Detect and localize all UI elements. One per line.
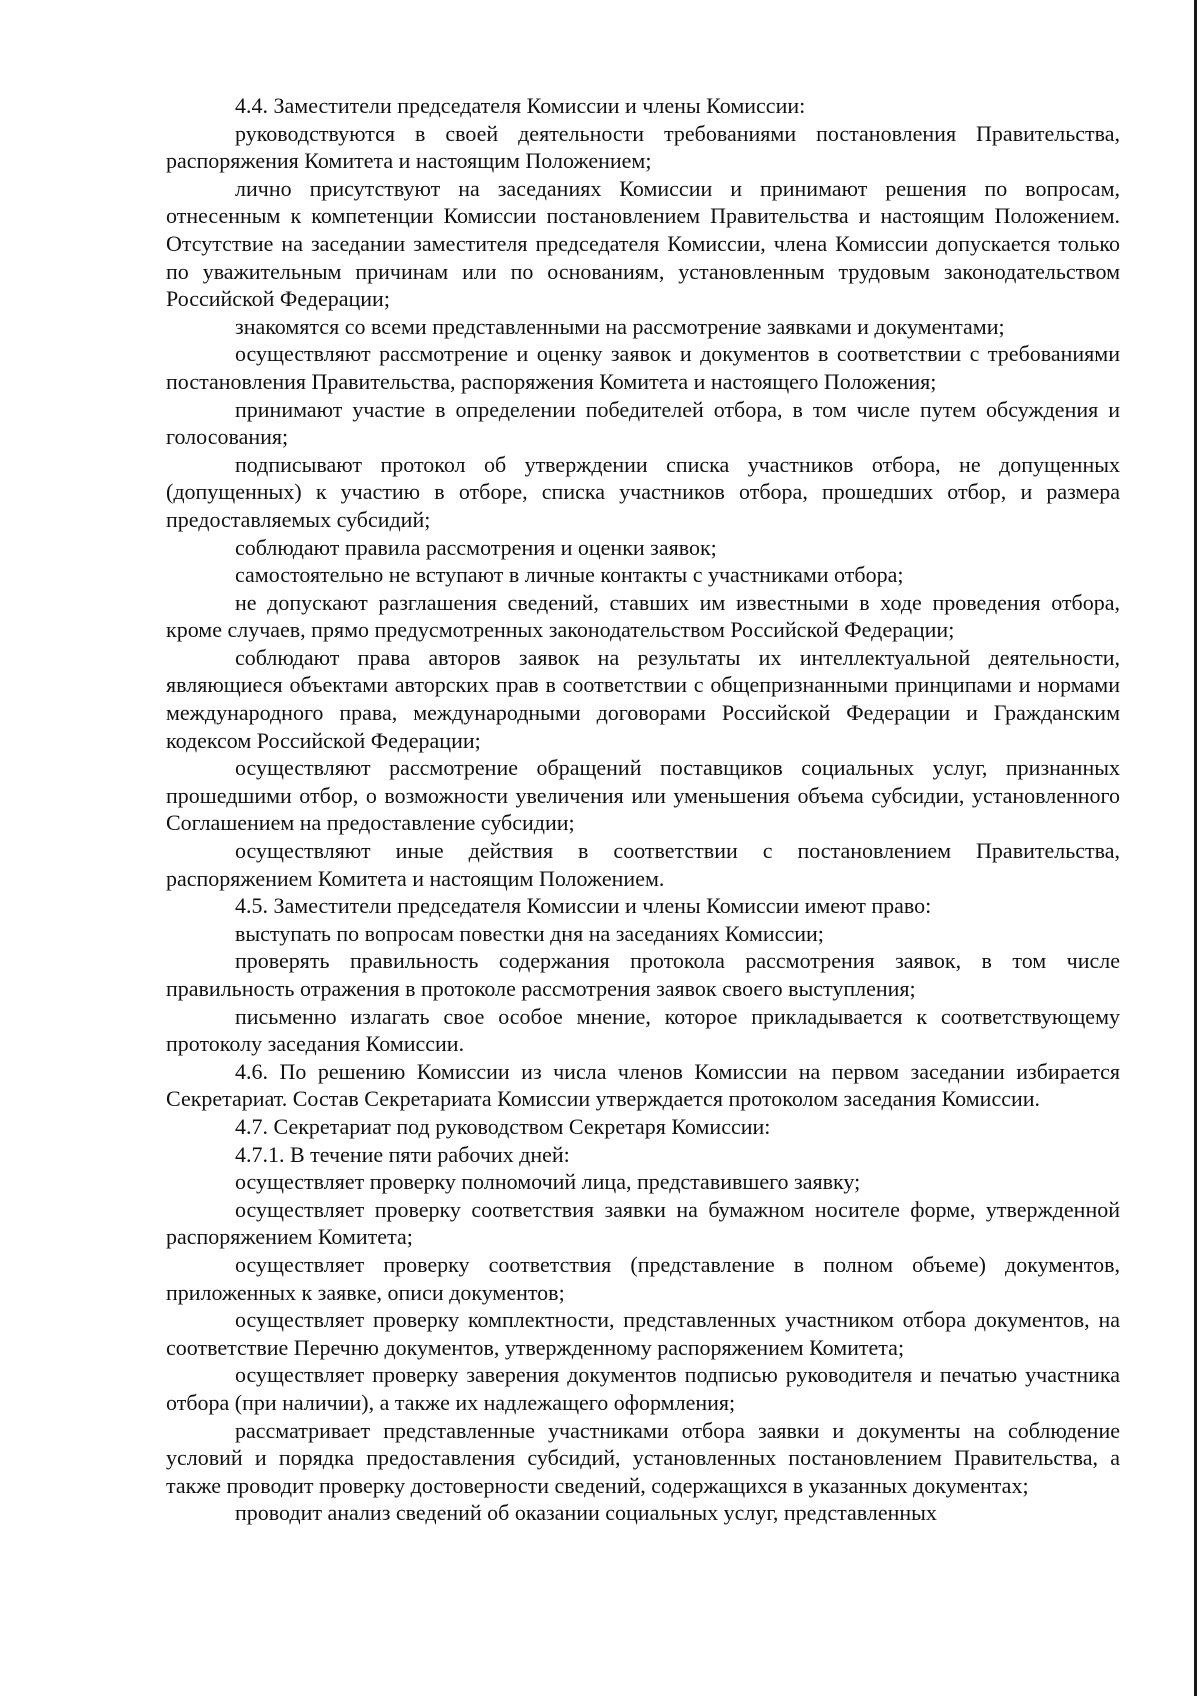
paragraph: проверять правильность содержания протокола рассмотрения заявок, в том числе правильность отражения в протоколе рассмотрения заявок своего выступления; [166, 948, 1120, 1001]
paragraph: рассматривает представленные участниками отбора заявки и документы на соблюдение условий и порядка предоставления субсидий, установленных постановлением Правительства, а также проводит проверку достоверности сведений, содержащихся в указанных документах; [166, 1417, 1120, 1498]
paragraph: руководствуются в своей деятельности требованиями постановления Правительства, распоряжения Комитета и настоящим Положением; [166, 120, 1120, 174]
paragraph: осуществляют рассмотрение и оценку заявок и документов в соответствии с требованиями постановления Правительства, распоряжения Комитета и настоящего Положения; [166, 341, 1120, 394]
paragraph: осуществляет проверку соответствия (представление в полном объеме) документов, приложенных к заявке, описи документов; [166, 1251, 1120, 1305]
paragraph-4-7-1: 4.7.1. В течение пяти рабочих дней: [235, 1141, 570, 1167]
document-body [166, 92, 1120, 1527]
paragraph: осуществляет проверку заверения документов подписью руководителя и печатью участника отбора (при наличии), а также их надлежащего оформления; [166, 1362, 1120, 1415]
paragraph: принимают участие в определении победителей отбора, в том числе путем обсуждения и голосования; [166, 396, 1120, 450]
paragraph: осуществляют иные действия в соответствии с постановлением Правительства, распоряжением Комитета и настоящим Положением. [166, 838, 1120, 891]
paragraph-4-4: 4.4. Заместители председателя Комиссии и члены Комиссии: [235, 93, 806, 118]
scan-edge-line [1194, 0, 1197, 1696]
paragraph-4-5: 4.5. Заместители председателя Комиссии и члены Комиссии имеют право: [235, 893, 932, 919]
paragraph: самостоятельно не вступают в личные контакты с участниками отбора; [235, 562, 904, 588]
paragraph: осуществляют рассмотрение обращений поставщиков социальных услуг, признанных прошедшими отбор, о возможности увеличения или уменьшения объема субсидии, установленного Соглашением на предоставление субсидии; [166, 755, 1120, 836]
paragraph: лично присутствуют на заседаниях Комиссии и принимают решения по вопросам, отнесенным к компетенции Комиссии постановлением Правительства и настоящим Положением. Отсутствие на заседании заместителя председателя Комиссии, члена Комиссии допускается только по уважительным причинам или по основаниям, установленным трудовым законодательством Российской Федерации; [166, 175, 1120, 312]
paragraph: осуществляет проверку комплектности, представленных участником отбора документов, на соответствие Перечню документов, утвержденному распоряжением Комитета; [166, 1307, 1120, 1360]
paragraph: не допускают разглашения сведений, ставших им известными в ходе проведения отбора, кроме случаев, прямо предусмотренных законодательством Российской Федерации; [166, 589, 1120, 643]
paragraph: проводит анализ сведений об оказании социальных услуг, представленных [235, 1500, 937, 1526]
paragraph: соблюдают правила рассмотрения и оценки заявок; [235, 534, 717, 560]
paragraph-4-6: 4.6. По решению Комиссии из числа членов Комиссии на первом заседании избирается Секретариат. Состав Секретариата Комиссии утверждается протоколом заседания Комиссии. [166, 1058, 1120, 1112]
paragraph: письменно излагать свое особое мнение, которое прикладывается к соответствующему протоколу заседания Комиссии. [166, 1003, 1120, 1057]
paragraph: соблюдают права авторов заявок на результаты их интеллектуальной деятельности, являющиеся объектами авторских прав в соответствии с общепризнанными принципами и нормами международного права, международными договорами Российской Федерации и Гражданским кодексом Российской Федерации; [166, 644, 1120, 753]
paragraph-4-7: 4.7. Секретариат под руководством Секретаря Комиссии: [235, 1113, 771, 1139]
paragraph: выступать по вопросам повестки дня на заседаниях Комиссии; [235, 920, 824, 946]
paragraph: подписывают протокол об утверждении списка участников отбора, не допущенных (допущенных) к участию в отборе, списка участников отбора, прошедших отбор, и размера предоставляемых субсидий; [166, 451, 1120, 532]
paragraph: знакомятся со всеми представленными на рассмотрение заявками и документами; [235, 313, 1005, 339]
paragraph: осуществляет проверку полномочий лица, представившего заявку; [235, 1169, 861, 1195]
paragraph: осуществляет проверку соответствия заявки на бумажном носителе форме, утвержденной распоряжением Комитета; [166, 1196, 1120, 1250]
